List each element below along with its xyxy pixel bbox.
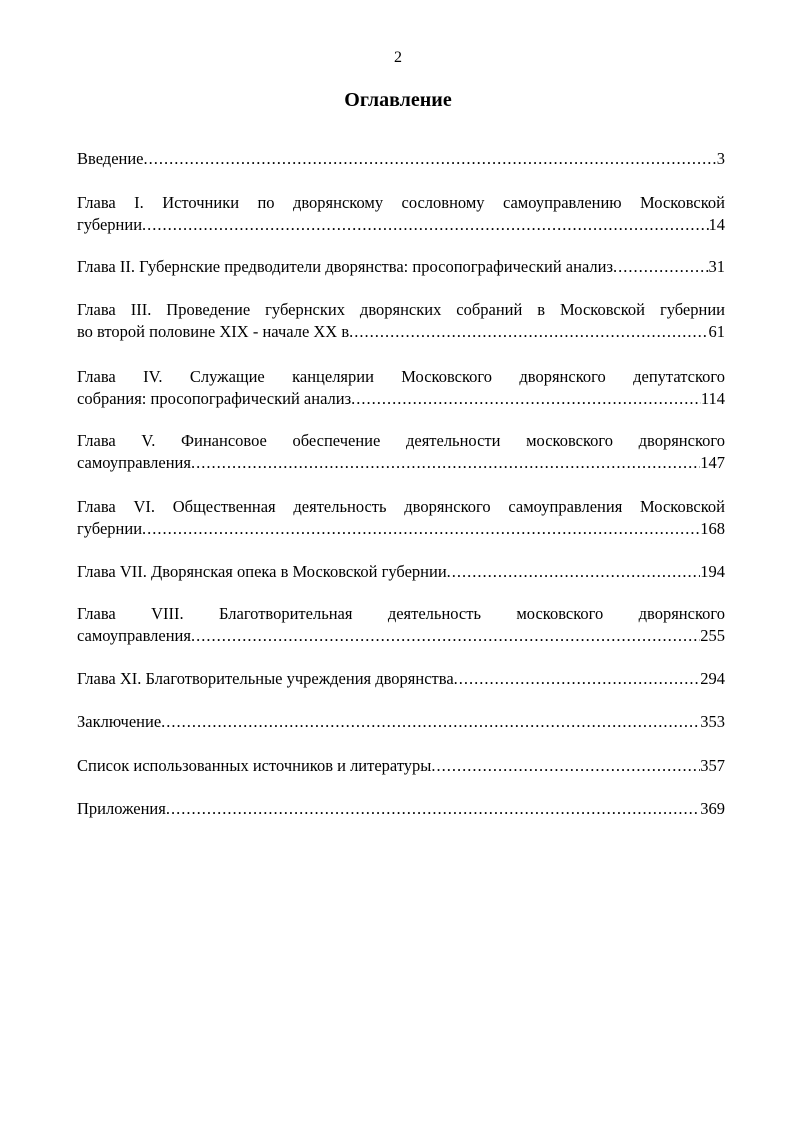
- toc-entry-line: [77, 148, 725, 170]
- toc-page-number: 61: [708, 322, 725, 341]
- page-title: Оглавление: [344, 89, 452, 111]
- toc-entry-title: Глава VII. Дворянская опека в Московской губернии: [77, 562, 447, 581]
- toc-page-number: 357: [700, 756, 725, 775]
- toc-entry-title-cont: во второй половине XIX - начале XX в: [77, 322, 350, 341]
- toc-entry-title: Глава III. Проведение губернских дворянских собраний в Московской губернии: [77, 300, 725, 319]
- toc-page-number: 194: [700, 562, 725, 581]
- toc-entry-title-cont: губернии: [77, 215, 143, 234]
- toc-entry-title: Глава II. Губернские предводители дворянства: просопографический анализ: [77, 257, 613, 276]
- toc-entry-conclusion: [77, 711, 725, 733]
- toc-entry-chapter-1: [77, 192, 725, 236]
- leader-dots: [454, 668, 701, 690]
- toc-entry-title: Глава VIII. Благотворительная деятельность московского дворянского: [77, 604, 725, 623]
- leader-dots: [349, 321, 708, 343]
- toc-page-number: 369: [700, 799, 725, 818]
- toc-entry-title-cont: самоуправления: [77, 453, 191, 472]
- leader-dots: [166, 798, 700, 820]
- toc-entry-line: [77, 388, 725, 410]
- toc-entry-title: Глава XI. Благотворительные учреждения дворянства: [77, 669, 454, 688]
- leader-dots: [447, 561, 701, 583]
- leader-dots: [351, 388, 701, 410]
- toc-entry-title: Глава VI. Общественная деятельность дворянского самоуправления Московской: [77, 497, 725, 516]
- toc-page-number: 147: [700, 453, 725, 472]
- toc-entry-appendices: [77, 798, 725, 820]
- toc-entry-line: [77, 668, 725, 690]
- toc-entry-chapter-8: [77, 603, 725, 647]
- page-number: 2: [394, 49, 402, 66]
- toc-entry-title-cont: губернии: [77, 519, 143, 538]
- toc-entry-chapter-2: [77, 256, 725, 278]
- toc-entry-title: Приложения: [77, 799, 166, 818]
- leader-dots: [191, 452, 700, 474]
- toc-page-number: 31: [708, 257, 725, 276]
- toc-entry-chapter-4: [77, 366, 725, 410]
- leader-dots: [144, 148, 717, 170]
- toc-entry-line: [77, 561, 725, 583]
- toc-page-number: 3: [716, 149, 725, 168]
- leader-dots: [142, 518, 700, 540]
- toc-entry-title-cont: собрания: просопографический анализ: [77, 389, 352, 408]
- toc-entry-chapter-5: [77, 430, 725, 474]
- leader-dots: [613, 256, 709, 278]
- toc-entry-bibliography: [77, 755, 725, 777]
- leader-dots: [161, 711, 700, 733]
- toc-entry-line: [77, 798, 725, 820]
- leader-dots: [191, 625, 700, 647]
- toc-entry-line: [77, 625, 725, 647]
- toc-entry-line: [77, 321, 725, 343]
- toc-entry-title: Глава I. Источники по дворянскому сословному самоуправлению Московской: [77, 193, 725, 212]
- toc-entry-line: [77, 256, 725, 278]
- toc-page-number: 255: [700, 626, 725, 645]
- toc-page-number: 294: [700, 669, 725, 688]
- toc-entry-line: [77, 755, 725, 777]
- toc-entry-line: [77, 452, 725, 474]
- toc-entry-title: Введение: [77, 149, 144, 168]
- toc-entry-introduction: [77, 148, 725, 170]
- leader-dots: [142, 214, 708, 236]
- toc-entry-title: Глава V. Финансовое обеспечение деятельности московского дворянского: [77, 431, 725, 450]
- toc-entry-chapter-3: [77, 299, 725, 343]
- toc-entry-chapter-11: [77, 668, 725, 690]
- toc-entry-line: [77, 518, 725, 540]
- toc-entry-title: Заключение: [77, 712, 162, 731]
- toc-page-number: 114: [700, 389, 725, 408]
- toc-page-number: 168: [700, 519, 725, 538]
- toc-entry-title: Глава IV. Служащие канцелярии Московского дворянского депутатского: [77, 367, 725, 386]
- toc-page-number: 14: [708, 215, 725, 234]
- toc-entry-line: [77, 711, 725, 733]
- leader-dots: [431, 755, 700, 777]
- toc-entry-title-cont: самоуправления: [77, 626, 191, 645]
- toc-page-number: 353: [700, 712, 725, 731]
- toc-entry-title: Список использованных источников и литературы: [77, 756, 432, 775]
- toc-entry-chapter-6: [77, 496, 725, 540]
- toc-entry-line: [77, 214, 725, 236]
- toc-entry-chapter-7: [77, 561, 725, 583]
